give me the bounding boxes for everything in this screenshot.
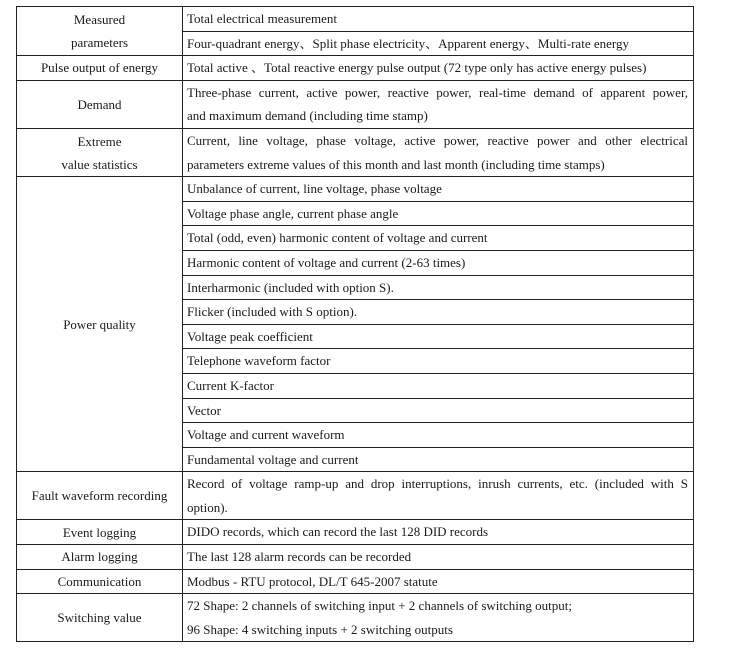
parameter-label: Pulse output of energy xyxy=(40,60,159,76)
parameter-label: Fault waveform recording xyxy=(31,488,168,504)
spec-row xyxy=(17,569,694,594)
parameter-label: Extreme xyxy=(77,133,122,149)
parameter-label: Switching value xyxy=(57,610,142,626)
description-cell xyxy=(183,472,694,520)
description-text: Flicker (included with S option). xyxy=(187,304,358,320)
spec-row xyxy=(17,7,694,32)
parameter-label: Event logging xyxy=(62,524,137,540)
parameter-cell xyxy=(17,7,183,56)
parameter-label: Measured xyxy=(73,12,126,28)
description-cell xyxy=(183,31,694,56)
description-cell xyxy=(183,226,694,251)
parameter-cell xyxy=(17,569,183,594)
description-text: Interharmonic (included with option S). xyxy=(187,279,394,295)
description-cell xyxy=(183,594,694,642)
spec-row xyxy=(17,594,694,642)
description-text: Unbalance of current, line voltage, phase voltage xyxy=(187,181,442,197)
description-cell xyxy=(183,349,694,374)
parameter-label: Demand xyxy=(77,96,122,112)
spec-row xyxy=(17,472,694,520)
specification-table-body xyxy=(17,7,694,642)
parameter-cell xyxy=(17,80,183,128)
description-cell xyxy=(183,80,694,128)
description-text: Vector xyxy=(187,402,221,418)
description-text: Voltage peak coefficient xyxy=(187,328,313,344)
spec-row xyxy=(17,80,694,128)
description-text: Fundamental voltage and current xyxy=(187,451,359,467)
spec-row xyxy=(17,545,694,570)
description-text: Harmonic content of voltage and current (2-63 times) xyxy=(187,254,466,270)
parameter-cell xyxy=(17,472,183,520)
description-text: Current K-factor xyxy=(187,377,274,393)
description-cell xyxy=(183,447,694,472)
description-cell xyxy=(183,201,694,226)
description-text: Total active 、Total reactive energy pulse output (72 type only has active energy pulses) xyxy=(187,60,647,76)
description-text: Record of voltage ramp-up and drop interruptions, inrush currents, etc. (included with S xyxy=(187,476,688,492)
spec-row xyxy=(17,520,694,545)
description-text: The last 128 alarm records can be recorded xyxy=(187,549,412,565)
parameter-cell xyxy=(17,520,183,545)
description-cell xyxy=(183,128,694,176)
description-cell xyxy=(183,250,694,275)
description-text: Four-quadrant energy、Split phase electricity、Apparent energy、Multi-rate energy xyxy=(187,35,629,51)
description-cell xyxy=(183,398,694,423)
parameter-cell xyxy=(17,545,183,570)
description-cell xyxy=(183,520,694,545)
description-text: DIDO records, which can record the last 128 DID records xyxy=(187,524,489,540)
description-text: Three-phase current, active power, reactive power, real-time demand of apparent power, xyxy=(187,84,688,100)
description-cell xyxy=(183,275,694,300)
description-text: Modbus - RTU protocol, DL/T 645-2007 statute xyxy=(187,573,438,589)
description-text: Total electrical measurement xyxy=(187,11,337,26)
description-text: Voltage phase angle, current phase angle xyxy=(187,205,399,221)
description-text: 72 Shape: 2 channels of switching input + 2 channels of switching output; xyxy=(187,598,572,614)
description-cell xyxy=(183,300,694,325)
spec-row xyxy=(17,128,694,176)
description-cell xyxy=(183,177,694,202)
description-cell xyxy=(183,7,694,32)
description-cell xyxy=(183,569,694,594)
parameter-label: parameters xyxy=(70,35,129,51)
description-text: option). xyxy=(187,499,228,515)
parameter-label: Alarm logging xyxy=(61,549,138,565)
parameter-label: value statistics xyxy=(61,156,138,172)
parameter-cell xyxy=(17,177,183,472)
description-cell xyxy=(183,373,694,398)
description-cell xyxy=(183,423,694,448)
description-cell xyxy=(183,324,694,349)
description-text: Telephone waveform factor xyxy=(187,353,331,369)
parameter-label: Communication xyxy=(57,573,142,589)
parameter-cell xyxy=(17,128,183,176)
parameter-cell xyxy=(17,594,183,642)
description-text: Total (odd, even) harmonic content of voltage and current xyxy=(187,230,488,246)
description-text: parameters extreme values of this month and last month (including time stamps) xyxy=(187,156,605,172)
parameter-label: Power quality xyxy=(63,316,136,332)
spec-row xyxy=(17,177,694,202)
description-text: 96 Shape: 4 switching inputs + 2 switching outputs xyxy=(187,621,453,637)
description-cell xyxy=(183,545,694,570)
specification-table xyxy=(16,6,694,642)
description-text: Current, line voltage, phase voltage, active power, reactive power and other electrical xyxy=(187,132,688,148)
description-text: and maximum demand (including time stamp) xyxy=(187,108,428,124)
spec-row xyxy=(17,56,694,81)
parameter-cell xyxy=(17,56,183,81)
description-text: Voltage and current waveform xyxy=(187,427,345,443)
description-cell xyxy=(183,56,694,81)
